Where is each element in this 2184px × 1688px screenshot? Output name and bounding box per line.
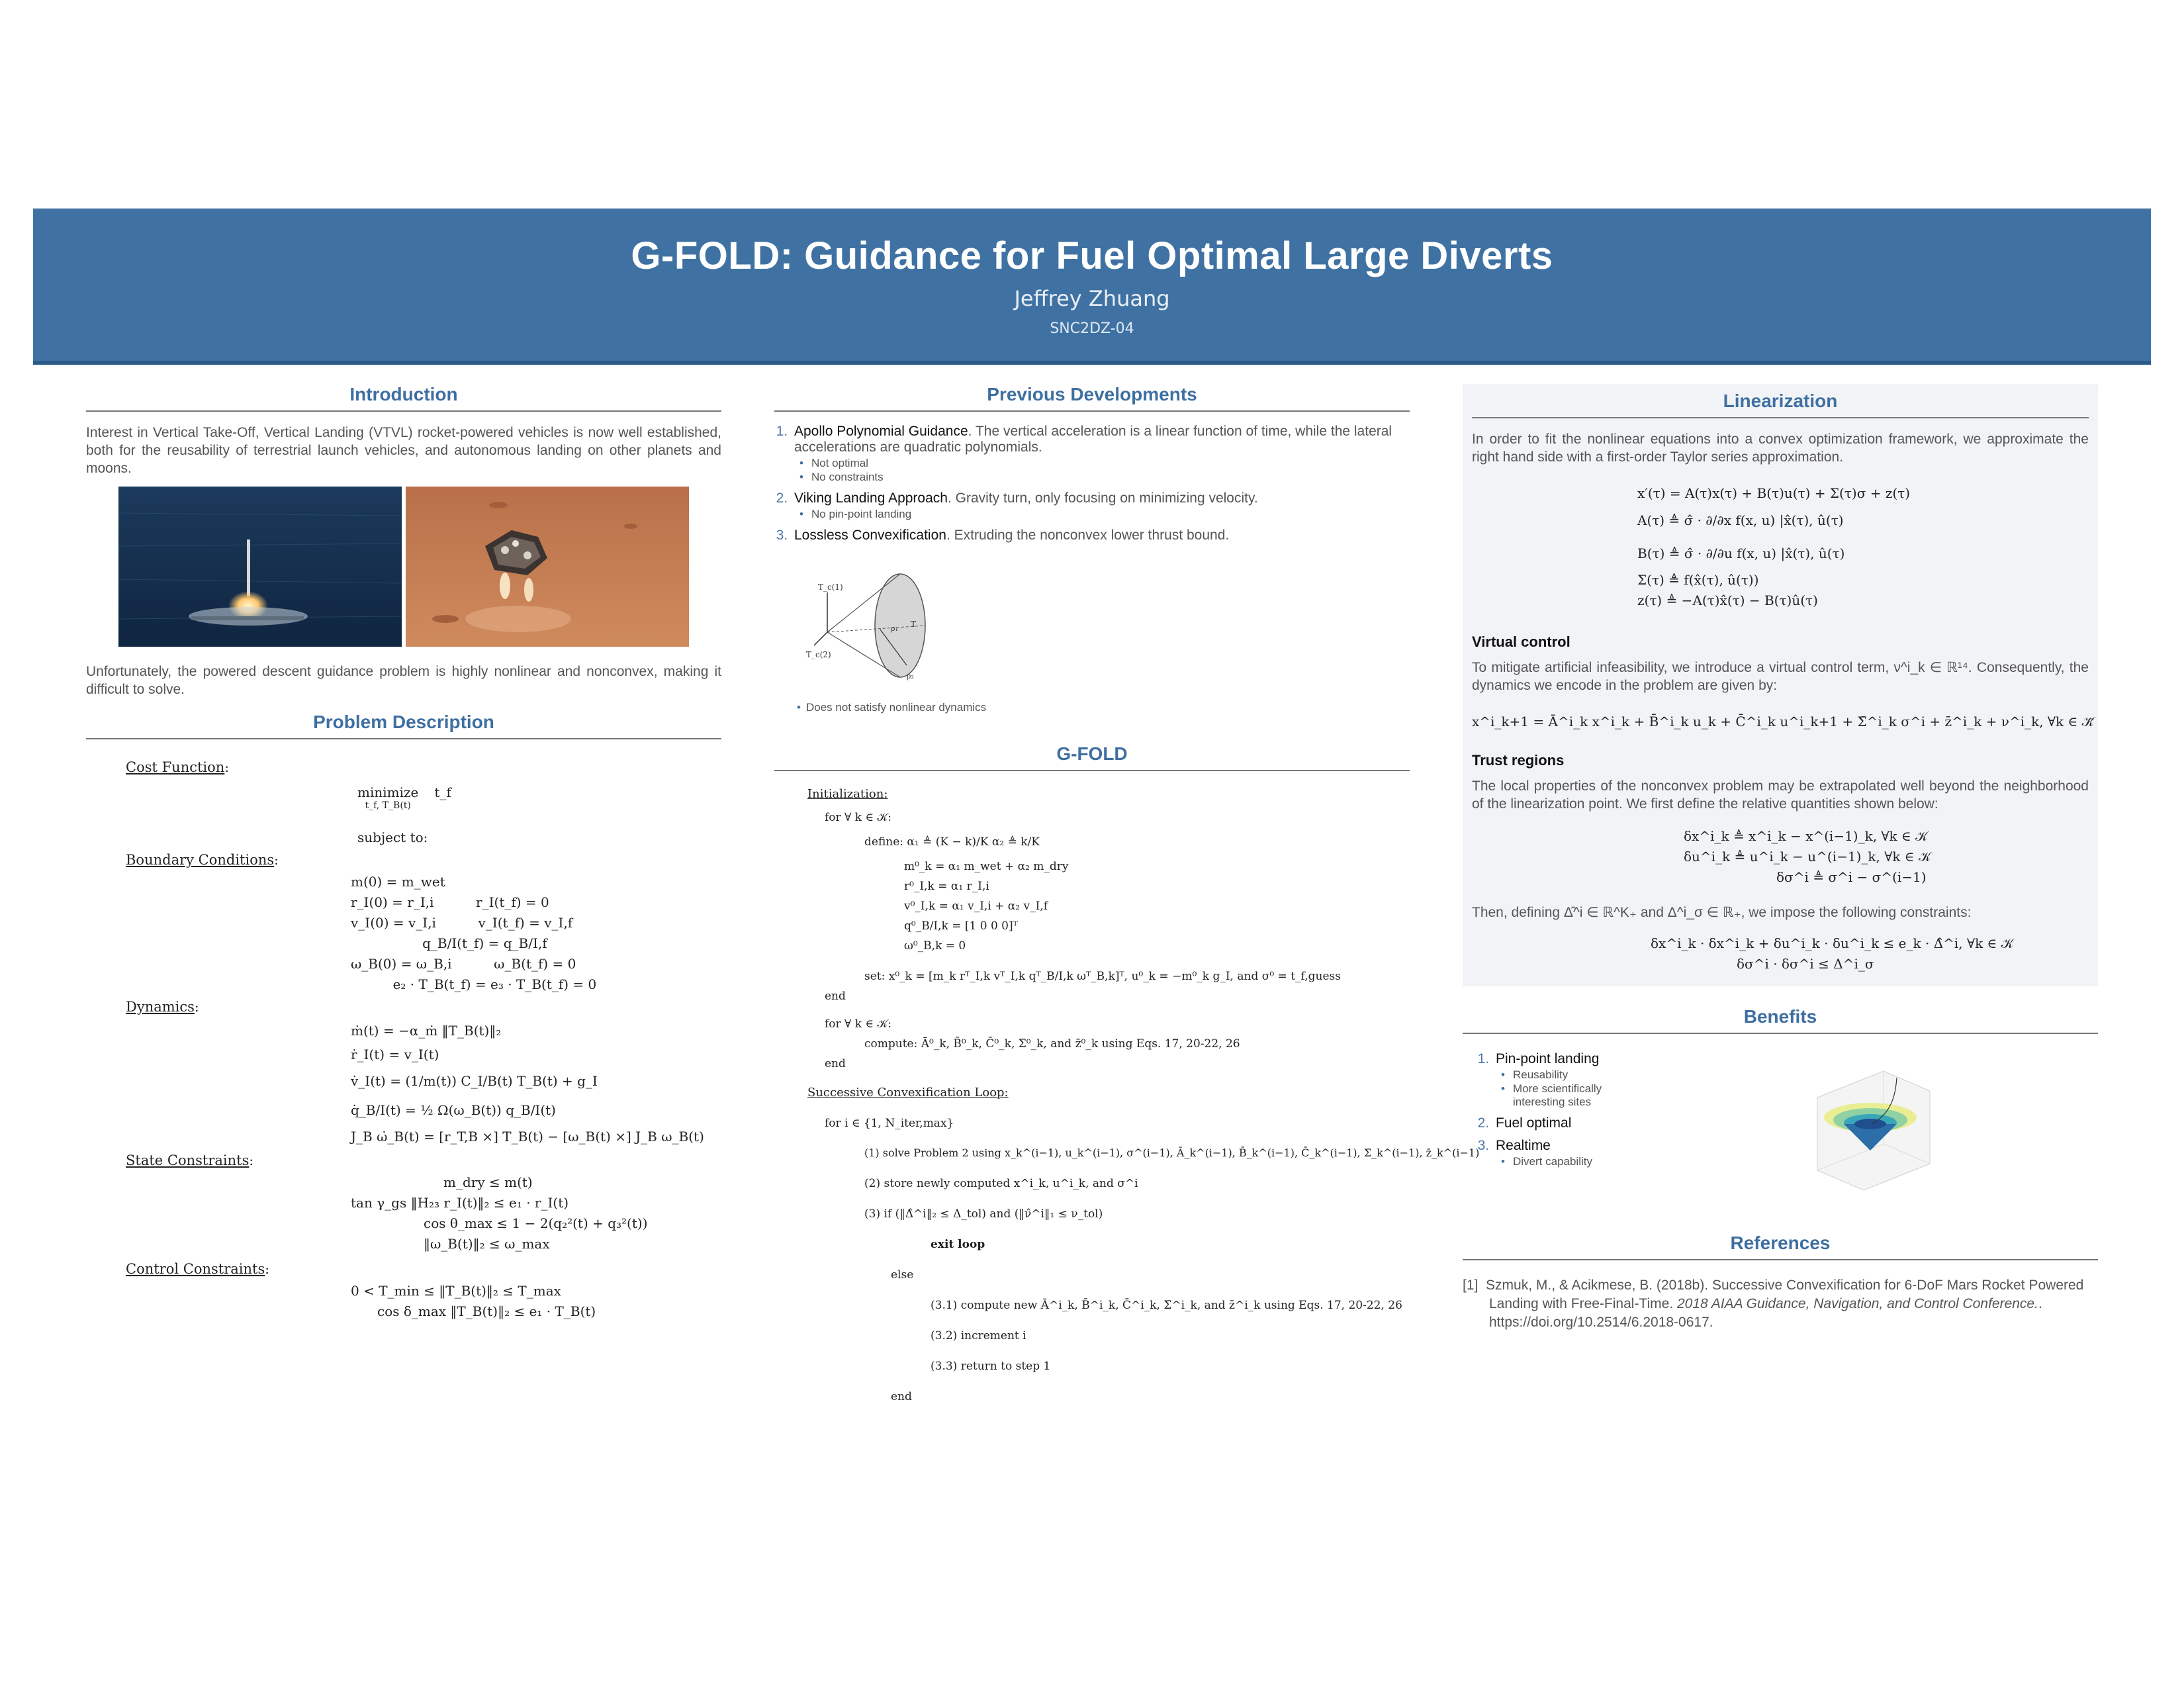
algo-line: r⁰_I,k = α₁ r_I,i xyxy=(904,880,989,893)
algo-line: define: α₁ ≜ (K − k)/K α₂ ≜ k/K xyxy=(864,835,1040,849)
prev-item-name: Viking Landing Approach xyxy=(794,491,948,506)
gfold-algorithm xyxy=(774,787,1480,1412)
prev-item-text: . Extruding the nonconvex lower thrust bound. xyxy=(946,528,1230,543)
tr-text: The local properties of the nonconvex problem may be extrapolated well beyond the neighborhood of the linearization point. We first define the relative quantities shown below: xyxy=(1472,778,2089,812)
tr-constraints xyxy=(1651,933,2089,974)
bc-eq: q_B/I(t_f) = q_B/I,f xyxy=(351,935,547,951)
trajectory-3d-plot xyxy=(1791,1051,1950,1210)
lin-eq: z(τ) ≜ −A(τ)x̂(τ) − B(τ)û(τ) xyxy=(1637,592,1818,608)
prev-sub-item: • No pin-point landing xyxy=(809,508,1410,521)
benefits-body xyxy=(1463,1051,2098,1210)
references-title: References xyxy=(1463,1233,2098,1260)
objective: t_f xyxy=(434,784,451,800)
dynamics-equations xyxy=(351,1019,721,1149)
dyn-eq: ṁ(t) = −α_ṁ ‖T_B(t)‖₂ xyxy=(351,1023,502,1039)
poster-author: Jeffrey Zhuang xyxy=(1014,286,1170,311)
reference-item xyxy=(1463,1276,2098,1332)
init-label: Initialization: xyxy=(807,787,888,801)
column-left xyxy=(86,384,721,1322)
prev-item-text: . Gravity turn, only focusing on minimizing velocity. xyxy=(947,491,1258,506)
problem-body: Cost Function: minimize t_f, T_B(t) t_f subject to: Boundary Conditions: m(0) = m_wet r_I(0) = r_I,i r_I(t_f) = 0 v_I(0) = v_I,i v_I(t_f) = v_I,f q_B/I(t_f) = q_B/I,f ω_B(0) = ω_B,i ω_B(t_f) = 0 e₂ · T_B(t_f) = e₃ · T_B(t_f) = 0 Dynamics: ṁ(t) = −α_ṁ ‖T_B(t)‖₂ ṙ_I(t) = v_I(t) v̇_I(t) = (1/m(t)) C_I/B(t) T_B(t) + g_I q̇_B/I(t) = ½ Ω(ω_B(t)) q_B/I(t) J_B ω̇_B(t) = [r_T,B ×] T_B(t) − [ω_B(t) ×] J_B ω_B(t) State Constraints: m_dry ≤ m(t) tan γ_gs ‖H₂₃ r_I(t)‖₂ ≤ e₁ · r_I(t) cos θ_max ≤ 1 − 2(q₂²(t) + q₃²(t)) ‖ω_B(t)‖₂ ≤ ω_max Control Constraints: 0 < T_min ≤ ‖T_B(t)‖₂ ≤ T_max cos δ_max ‖T_B(t)‖₂ ≤ e₁ · T_B(t) xyxy=(86,759,721,1322)
prev-item xyxy=(792,528,1410,543)
bc-eq: m(0) = m_wet xyxy=(351,874,445,890)
bc-eq: v_I(0) = v_I,i v_I(t_f) = v_I,f xyxy=(351,915,573,931)
dyn-eq: ṙ_I(t) = v_I(t) xyxy=(351,1047,439,1062)
control-constraints-label: Control Constraints xyxy=(126,1261,265,1277)
problem-title: Problem Description xyxy=(86,712,721,739)
loop-line: end xyxy=(891,1390,912,1403)
benefit-sub: • More scientifically interesting sites xyxy=(1510,1082,1636,1109)
gfold-title: G-FOLD xyxy=(774,743,1410,771)
benefit-item xyxy=(1493,1115,1745,1131)
prev-sub-item: • No constraints xyxy=(809,471,1410,484)
benefit-sub: • Divert capability xyxy=(1510,1155,1745,1168)
minimize-label: minimize xyxy=(357,784,419,800)
benefit-name: Fuel optimal xyxy=(1496,1115,1572,1131)
loop-line: (3) if (‖Δ̂^i‖₂ ≤ Δ_tol) and (‖ν̂^i‖₁ ≤ ν_tol) xyxy=(864,1207,1103,1221)
poster-code: SNC2DZ-04 xyxy=(1050,320,1134,337)
tr-equations xyxy=(1684,826,2089,888)
benefit-item xyxy=(1493,1051,1745,1109)
intro-paragraph-1: Interest in Vertical Take-Off, Vertical Landing (VTVL) rocket-powered vehicles is now well established, both for the reusability of terrestrial launch vehicles, and autonomous landing on other planets and moons. xyxy=(86,425,721,476)
dyn-eq: q̇_B/I(t) = ½ Ω(ω_B(t)) q_B/I(t) xyxy=(351,1102,556,1118)
subject-to: subject to: xyxy=(357,829,428,845)
bc-label: Boundary Conditions xyxy=(126,852,275,868)
loop-line: for i ∈ {1, N_iter,max} xyxy=(825,1117,954,1130)
algo-line: q⁰_B/I,k = [1 0 0 0]ᵀ xyxy=(904,919,1018,933)
intro-paragraph-2: Unfortunately, the powered descent guidance problem is highly nonlinear and nonconvex, making it difficult to solve. xyxy=(86,664,721,697)
vc-title: Virtual control xyxy=(1472,633,1570,650)
objective-block xyxy=(357,784,721,811)
diagram-label: T xyxy=(911,620,917,629)
column-right xyxy=(1463,384,2098,1332)
reference-venue: 2018 AIAA Guidance, Navigation, and Control Conference. xyxy=(1677,1296,2038,1311)
state-eq: cos θ_max ≤ 1 − 2(q₂²(t) + q₃²(t)) xyxy=(424,1215,648,1231)
prev-item-name: Apollo Polynomial Guidance xyxy=(794,424,968,439)
dyn-eq: v̇_I(t) = (1/m(t)) C_I/B(t) T_B(t) + g_I xyxy=(351,1073,598,1089)
tr-eq: δx^i_k ≜ x^i_k − x^(i−1)_k, ∀k ∈ 𝒦 xyxy=(1684,828,1928,844)
column-middle xyxy=(774,384,1480,1412)
loop-line: else xyxy=(891,1268,914,1282)
tr-eq: δσ^i ≜ σ^i − σ^(i−1) xyxy=(1776,869,1927,885)
prev-sub-item: • Not optimal xyxy=(809,457,1410,470)
control-eq: cos δ_max ‖T_B(t)‖₂ ≤ e₁ · T_B(t) xyxy=(377,1303,596,1319)
diagram-label: ρ₁ xyxy=(891,624,898,633)
bc-eq: ω_B(0) = ω_B,i ω_B(t_f) = 0 xyxy=(351,956,576,972)
prev-item-name: Lossless Convexification xyxy=(794,528,946,543)
poster-header xyxy=(33,209,2151,365)
loop-line: (3.1) compute new Ā^i_k, B̄^i_k, C̄^i_k, Σ̄^i_k, and z̄^i_k using Eqs. 17, 20-22, 26 xyxy=(931,1299,1402,1312)
control-eq: 0 < T_min ≤ ‖T_B(t)‖₂ ≤ T_max xyxy=(351,1283,561,1299)
tr-constraint: δσ^i · δσ^i ≤ Δ^i_σ xyxy=(1737,956,1874,972)
vc-equation: x^i_k+1 = Ā^i_k x^i_k + B̄^i_k u_k + C̄^i_k u^i_k+1 + Σ̄^i_k σ^i + z̄^i_k + ν^i_k, ∀k ∈ 𝒦̄ xyxy=(1472,714,2095,729)
lin-eq: B(τ) ≜ σ̂ · ∂/∂u f(x, u) |x̂(τ), û(τ) xyxy=(1637,545,1845,561)
algo-line: for ∀ k ∈ 𝒦: xyxy=(825,1017,891,1031)
algo-line: set: x⁰_k = [m_k rᵀ_I,k vᵀ_I,k qᵀ_B/I,k ωᵀ_B,k]ᵀ, u⁰_k = −m⁰_k g_I, and σ⁰ = t_f,guess xyxy=(864,970,1341,983)
benefit-name: Pin-point landing xyxy=(1496,1051,1600,1066)
lin-paragraph: In order to fit the nonlinear equations into a convex optimization framework, we approximate the right hand side with a first-order Taylor series approximation. xyxy=(1472,432,2089,465)
state-constraints-label: State Constraints xyxy=(126,1152,250,1168)
reference-number: [1] xyxy=(1463,1278,1479,1293)
tr-text-2: Then, defining Δ̂^i ∈ ℝ^K₊ and Δ^i_σ ∈ ℝ₊, we impose the following constraints: xyxy=(1472,905,1972,920)
state-eq: ‖ω_B(t)‖₂ ≤ ω_max xyxy=(424,1236,550,1252)
diagram-label: T_c(1) xyxy=(818,583,843,592)
bc-eq: r_I(0) = r_I,i r_I(t_f) = 0 xyxy=(351,894,549,910)
thrust-cone-diagram xyxy=(801,566,973,692)
poster-title: G-FOLD: Guidance for Fuel Optimal Large Diverts xyxy=(631,234,1553,277)
lin-equations xyxy=(1637,483,2089,611)
benefits-list xyxy=(1463,1051,1745,1210)
loop-line: (2) store newly computed x^i_k, u^i_k, and σ^i xyxy=(864,1177,1138,1190)
algo-line: for ∀ k ∈ 𝒦: xyxy=(825,811,891,824)
minimize-sub: t_f, T_B(t) xyxy=(365,800,411,811)
control-constraints xyxy=(351,1281,721,1322)
ocean-landing-photo xyxy=(118,487,402,647)
benefit-sub: • Reusability xyxy=(1510,1068,1636,1082)
benefit-name: Realtime xyxy=(1496,1138,1551,1153)
diagram-note: • Does not satisfy nonlinear dynamics xyxy=(806,701,1410,714)
algo-line: end xyxy=(825,990,846,1003)
prev-title: Previous Developments xyxy=(774,384,1410,412)
intro-title: Introduction xyxy=(86,384,721,412)
prev-item xyxy=(792,491,1410,521)
loop-line: (3.2) increment i xyxy=(931,1329,1026,1342)
state-constraints xyxy=(351,1172,721,1254)
dynamics-label: Dynamics xyxy=(126,999,195,1015)
tr-title: Trust regions xyxy=(1472,752,1565,769)
reference-doi: . https://doi.org/10.2514/6.2018-0617. xyxy=(1489,1296,2042,1330)
algo-line: v⁰_I,k = α₁ v_I,i + α₂ v_I,f xyxy=(904,900,1048,913)
dyn-eq: J_B ω̇_B(t) = [r_T,B ×] T_B(t) − [ω_B(t) ×] J_B ω_B(t) xyxy=(351,1129,704,1145)
bc-equations xyxy=(351,872,721,995)
intro-images xyxy=(86,487,721,647)
benefit-item xyxy=(1493,1138,1745,1168)
tr-eq: δu^i_k ≜ u^i_k − u^(i−1)_k, ∀k ∈ 𝒦 xyxy=(1684,849,1931,865)
loop-label: Successive Convexification Loop: xyxy=(807,1086,1009,1100)
loop-line: (1) solve Problem 2 using x_k^(i−1), u_k^(i−1), σ^(i−1), Ā_k^(i−1), B̄_k^(i−1), C̄_k^(i−1), Σ̄_k^(i−1), z̄_k^(i−1) xyxy=(864,1147,1480,1159)
vc-text: To mitigate artificial infeasibility, we introduce a virtual control term, ν^i_k ∈ ℝ¹⁴. Consequently, the dynamics we encode in the problem are given by: xyxy=(1472,660,2089,693)
diagram-label: ρ₂ xyxy=(907,672,914,680)
reference-text: Szmuk, M., & Acikmese, B. (2018b). Successive Convexification for 6-DoF Mars Rocket Powered Landing with Free-Final-Time. xyxy=(1486,1278,2084,1311)
state-eq: tan γ_gs ‖H₂₃ r_I(t)‖₂ ≤ e₁ · r_I(t) xyxy=(351,1195,569,1211)
prev-item xyxy=(792,424,1410,484)
linearization-box xyxy=(1463,384,2098,986)
prev-item-text: . The vertical acceleration is a linear function of time, while the lateral accelerations are quadratic polynomials. xyxy=(794,424,1392,455)
lin-eq: A(τ) ≜ σ̂ · ∂/∂x f(x, u) |x̂(τ), û(τ) xyxy=(1637,512,1844,528)
algo-line: ω⁰_B,k = 0 xyxy=(904,939,966,953)
state-eq: m_dry ≤ m(t) xyxy=(443,1174,533,1190)
tr-constraint: δx^i_k · δx^i_k + δu^i_k · δu^i_k ≤ e_k · Δ̂^i, ∀k ∈ 𝒦 xyxy=(1651,935,2014,951)
lin-eq: x′(τ) = A(τ)x(τ) + B(τ)u(τ) + Σ(τ)σ + z(τ) xyxy=(1637,485,1911,501)
algo-line: end xyxy=(825,1057,846,1070)
algo-line: m⁰_k = α₁ m_wet + α₂ m_dry xyxy=(904,860,1069,873)
diagram-label: T_c(2) xyxy=(806,650,831,659)
loop-line: (3.3) return to step 1 xyxy=(931,1360,1051,1373)
lin-title: Linearization xyxy=(1472,391,2089,418)
bc-eq: e₂ · T_B(t_f) = e₃ · T_B(t_f) = 0 xyxy=(351,976,597,992)
prev-list xyxy=(774,424,1410,543)
benefits-title: Benefits xyxy=(1463,1006,2098,1034)
algo-line: compute: Ā⁰_k, B̄⁰_k, C̄⁰_k, Σ̄⁰_k, and z̄⁰_k using Eqs. 17, 20-22, 26 xyxy=(864,1037,1240,1051)
cost-function-label: Cost Function xyxy=(126,759,225,775)
mars-lander-photo xyxy=(406,487,689,647)
lin-eq: Σ(τ) ≜ f(x̂(τ), û(τ)) xyxy=(1637,572,1759,588)
loop-line: exit loop xyxy=(931,1238,985,1251)
